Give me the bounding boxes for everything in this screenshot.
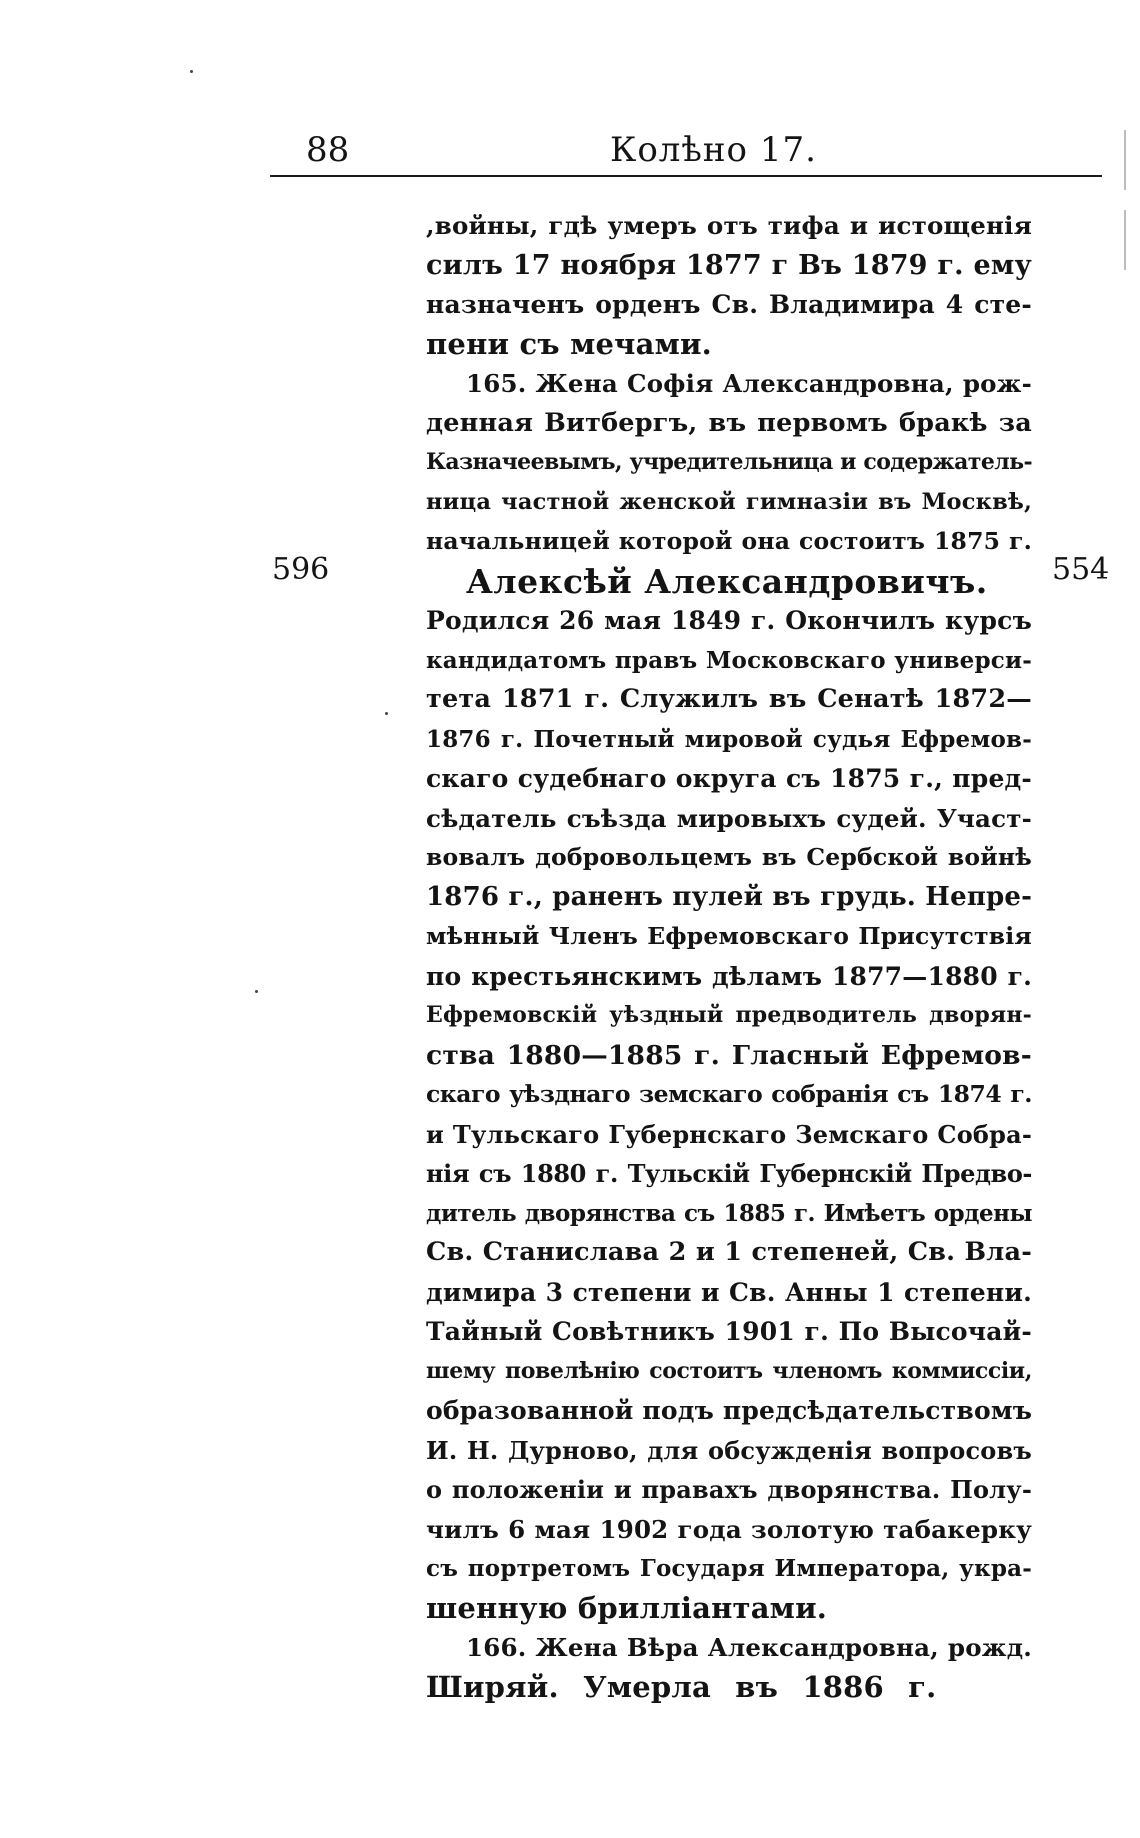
scan-speck bbox=[255, 990, 258, 993]
text-line: димира 3 степени и Св. Анны 1 степени. bbox=[426, 1277, 1032, 1307]
text-line: чилъ 6 мая 1902 года золотую табакерку bbox=[426, 1514, 1032, 1544]
text-line: кандидатомъ правъ Московскаго универси- bbox=[426, 646, 1032, 674]
paragraph-165-start: 165. Жена Софія Александровна, рож- bbox=[466, 369, 1032, 398]
text-line: сѣдатель съѣзда мировыхъ судей. Участ- bbox=[426, 803, 1032, 833]
text-line: денная Витбергъ, въ первомъ бракѣ за bbox=[426, 407, 1032, 438]
text-line: Св. Станислава 2 и 1 степеней, Св. Вла- bbox=[426, 1237, 1032, 1267]
text-line: силъ 17 ноября 1877 г Въ 1879 г. ему bbox=[426, 249, 1032, 281]
text-line: тета 1871 г. Служилъ въ Сенатѣ 1872— bbox=[426, 684, 1032, 714]
text-line: пени съ мечами. bbox=[426, 326, 712, 361]
text-line: шенную брилліантами. bbox=[426, 1590, 828, 1625]
scan-edge bbox=[1124, 210, 1126, 270]
scan-edge bbox=[1124, 130, 1126, 190]
text-line: скаго уѣзднаго земскаго собранія съ 1874 г. bbox=[426, 1080, 1032, 1108]
text-line: ница частной женской гимназіи въ Москвѣ, bbox=[426, 488, 1032, 515]
text-line: Тайный Совѣтникъ 1901 г. По Высочай- bbox=[426, 1317, 1032, 1346]
text-line: 1876 г. Почетный мировой судья Ефремов- bbox=[426, 725, 1032, 753]
paragraph-166-start: 166. Жена Вѣра Александровна, рожд. bbox=[466, 1633, 1032, 1662]
text-line: И. Н. Дурново, для обсужденія вопросовъ bbox=[426, 1435, 1032, 1465]
text-line: назначенъ орденъ Св. Владимира 4 сте- bbox=[426, 290, 1032, 319]
margin-number-left: 596 bbox=[272, 552, 330, 587]
text-line: дитель дворянства съ 1885 г. Имѣетъ ордены bbox=[426, 1199, 1032, 1227]
text-line: ства 1880—1885 г. Гласный Ефремов- bbox=[426, 1039, 1032, 1071]
text-line: и Тульскаго Губернскаго Земскаго Собра- bbox=[426, 1119, 1032, 1149]
text-line: нія съ 1880 г. Тульскій Губернскій Предво- bbox=[426, 1159, 1032, 1188]
text-line: съ портретомъ Государя Императора, укра- bbox=[426, 1555, 1032, 1582]
text-line: образованной подъ предсѣдательствомъ bbox=[426, 1396, 1033, 1425]
text-line: по крестьянскимъ дѣламъ 1877—1880 г. bbox=[426, 961, 1032, 991]
running-head: Колѣно 17. bbox=[610, 130, 817, 170]
text-line: Ширяй. Умерла въ 1886 г. bbox=[426, 1669, 937, 1704]
scan-speck bbox=[190, 70, 193, 73]
text-line: вовалъ добровольцемъ въ Сербской войнѣ bbox=[426, 843, 1032, 871]
text-line: 1876 г., раненъ пулей въ грудь. Непре- bbox=[426, 881, 1033, 912]
scan-speck bbox=[385, 712, 388, 715]
text-line: ,войны, гдѣ умеръ отъ тифа и истощенія bbox=[426, 211, 1032, 240]
text-line: Ефремовскій уѣздный предводитель дворян- bbox=[426, 1002, 1032, 1028]
text-line: о положеніи и правахъ дворянства. Полу- bbox=[426, 1475, 1032, 1504]
margin-number-right: 554 bbox=[1052, 552, 1110, 587]
text-line: начальницей которой она состоитъ 1875 г. bbox=[426, 527, 1032, 555]
text-line: Казначеевымъ, учредительница и содержатель- bbox=[426, 449, 1032, 475]
text-line: Родился 26 мая 1849 г. Окончилъ курсъ bbox=[426, 606, 1032, 635]
text-line: шему повелѣнію состоитъ членомъ коммиссіи, bbox=[426, 1357, 1032, 1384]
section-heading: Алексѣй Александровичъ. bbox=[466, 561, 988, 601]
text-line: мѣнный Членъ Ефремовскаго Присутствія bbox=[426, 922, 1032, 950]
text-line: скаго судебнаго округа съ 1875 г., пред- bbox=[426, 764, 1032, 793]
page-number: 88 bbox=[306, 130, 350, 170]
body-text bbox=[426, 206, 1032, 1707]
page-header bbox=[270, 124, 1102, 176]
header-rule bbox=[270, 175, 1102, 177]
